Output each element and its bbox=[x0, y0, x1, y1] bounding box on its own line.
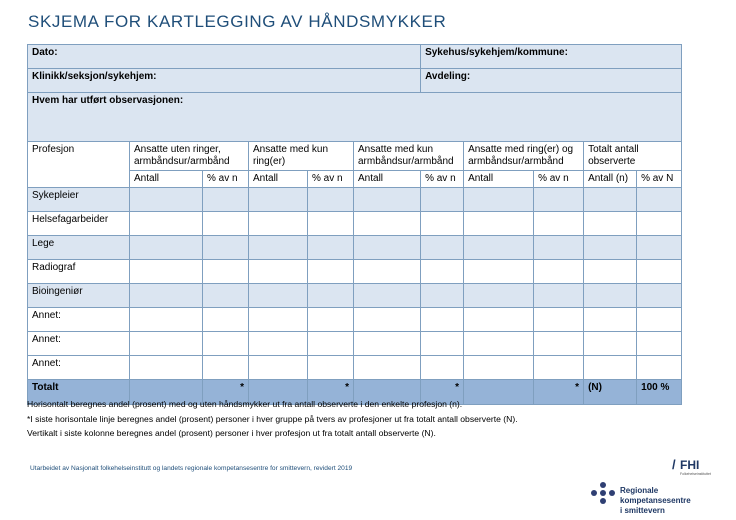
hospital-label: Sykehus/sykehjem/kommune: bbox=[425, 47, 568, 58]
data-cell[interactable] bbox=[421, 308, 464, 332]
date-field[interactable] bbox=[28, 45, 421, 69]
data-cell[interactable] bbox=[637, 236, 682, 260]
group-header-watch: Ansatte med kun armbåndsur/armbånd bbox=[354, 142, 464, 171]
data-cell[interactable] bbox=[203, 260, 249, 284]
data-cell[interactable] bbox=[354, 356, 421, 380]
data-cell[interactable] bbox=[584, 332, 637, 356]
data-cell[interactable] bbox=[534, 356, 584, 380]
data-cell[interactable] bbox=[421, 284, 464, 308]
subheader-pct: % av n bbox=[308, 171, 354, 188]
data-cell[interactable] bbox=[203, 236, 249, 260]
subheader-pct: % av n bbox=[534, 171, 584, 188]
data-cell[interactable] bbox=[203, 284, 249, 308]
rks-logo bbox=[590, 482, 730, 515]
data-cell[interactable] bbox=[308, 284, 354, 308]
row-label: Annet: bbox=[28, 332, 130, 356]
data-cell[interactable] bbox=[464, 260, 534, 284]
data-cell[interactable] bbox=[464, 308, 534, 332]
data-cell[interactable] bbox=[130, 188, 203, 212]
observer-label: Hvem har utført observasjonen: bbox=[32, 95, 184, 106]
data-cell[interactable] bbox=[584, 260, 637, 284]
note-total-row: *I siste horisontale linje beregnes andel (prosent) personer i hver gruppe på tvers av profesjoner ut fra totalt antall observerte (N). bbox=[27, 413, 518, 424]
data-cell[interactable] bbox=[637, 356, 682, 380]
row-label: Annet: bbox=[28, 308, 130, 332]
department-field[interactable] bbox=[421, 69, 682, 93]
subheader-pct: % av n bbox=[203, 171, 249, 188]
row-label: Bioingeniør bbox=[28, 284, 130, 308]
data-cell[interactable] bbox=[249, 332, 308, 356]
data-cell[interactable] bbox=[584, 236, 637, 260]
data-cell[interactable] bbox=[421, 188, 464, 212]
data-cell[interactable] bbox=[584, 188, 637, 212]
hospital-field[interactable] bbox=[421, 45, 682, 69]
page-title: SKJEMA FOR KARTLEGGING AV HÅNDSMYKKER bbox=[28, 12, 447, 31]
fhi-logo-subtext: Folkehelseinstituttet bbox=[680, 472, 711, 476]
data-cell[interactable] bbox=[534, 212, 584, 236]
total-star: * bbox=[203, 380, 249, 405]
data-cell[interactable] bbox=[354, 332, 421, 356]
row-label: Annet: bbox=[28, 356, 130, 380]
footer-credit: Utarbeidet av Nasjonalt folkehelseinstitutt og landets regionale kompetansesentre for smittevern, revidert 2019 bbox=[30, 465, 353, 472]
group-header-both: Ansatte med ring(er) og armbåndsur/armbånd bbox=[464, 142, 584, 171]
rks-line-2: i smittevern bbox=[620, 506, 665, 515]
dots-logo-icon bbox=[590, 482, 618, 510]
table-row bbox=[28, 284, 682, 308]
data-cell[interactable] bbox=[584, 356, 637, 380]
group-header-none: Ansatte uten ringer, armbåndsur/armbånd bbox=[130, 142, 249, 171]
data-cell[interactable] bbox=[249, 212, 308, 236]
table-row bbox=[28, 356, 682, 380]
data-cell[interactable] bbox=[421, 332, 464, 356]
data-cell[interactable] bbox=[421, 212, 464, 236]
data-cell[interactable] bbox=[637, 212, 682, 236]
data-cell[interactable] bbox=[464, 236, 534, 260]
clinic-field[interactable] bbox=[28, 69, 421, 93]
data-cell[interactable] bbox=[130, 332, 203, 356]
group-header-rings: Ansatte med kun ring(er) bbox=[249, 142, 354, 171]
data-cell[interactable] bbox=[308, 212, 354, 236]
data-cell[interactable] bbox=[130, 236, 203, 260]
data-cell[interactable] bbox=[249, 188, 308, 212]
subheader-count-n: Antall (n) bbox=[584, 171, 637, 188]
data-cell[interactable] bbox=[464, 188, 534, 212]
row-label: Helsefagarbeider bbox=[28, 212, 130, 236]
data-cell[interactable] bbox=[637, 188, 682, 212]
data-cell[interactable] bbox=[249, 260, 308, 284]
data-cell[interactable] bbox=[354, 284, 421, 308]
data-cell[interactable] bbox=[308, 332, 354, 356]
subheader-count: Antall bbox=[130, 171, 203, 188]
data-cell[interactable] bbox=[354, 260, 421, 284]
data-cell[interactable] bbox=[464, 212, 534, 236]
group-header-total: Totalt antall observerte bbox=[584, 142, 682, 171]
fhi-slash-icon: / bbox=[672, 457, 676, 472]
table-row bbox=[28, 308, 682, 332]
table-row bbox=[28, 188, 682, 212]
data-cell[interactable] bbox=[203, 356, 249, 380]
data-cell[interactable] bbox=[354, 308, 421, 332]
data-cell[interactable] bbox=[203, 332, 249, 356]
data-cell[interactable] bbox=[534, 308, 584, 332]
data-cell[interactable] bbox=[354, 212, 421, 236]
total-star: * bbox=[534, 380, 584, 405]
subheader-pct-N: % av N bbox=[637, 171, 682, 188]
data-cell[interactable] bbox=[534, 188, 584, 212]
data-cell[interactable] bbox=[637, 260, 682, 284]
data-cell[interactable] bbox=[637, 332, 682, 356]
data-cell[interactable] bbox=[308, 260, 354, 284]
table-row bbox=[28, 236, 682, 260]
fhi-logo-text: FHI bbox=[680, 458, 700, 472]
data-cell[interactable] bbox=[637, 308, 682, 332]
note-vertical: Vertikalt i siste kolonne beregnes andel (prosent) personer i hver profesjon ut fra totalt antall observerte (N). bbox=[27, 428, 436, 438]
data-cell[interactable] bbox=[249, 356, 308, 380]
rks-line-1: Regionale kompetansesentre bbox=[620, 486, 691, 505]
data-cell[interactable] bbox=[354, 188, 421, 212]
data-cell[interactable] bbox=[464, 284, 534, 308]
total-label: Totalt bbox=[28, 380, 130, 405]
total-star: * bbox=[308, 380, 354, 405]
table-row bbox=[28, 260, 682, 284]
subheader-count: Antall bbox=[354, 171, 421, 188]
data-cell[interactable] bbox=[464, 356, 534, 380]
data-cell[interactable] bbox=[130, 356, 203, 380]
data-cell[interactable] bbox=[584, 212, 637, 236]
row-label: Lege bbox=[28, 236, 130, 260]
department-label: Avdeling: bbox=[425, 71, 471, 82]
subheader-count: Antall bbox=[464, 171, 534, 188]
row-label: Sykepleier bbox=[28, 188, 130, 212]
observer-field[interactable] bbox=[28, 93, 682, 142]
data-cell[interactable] bbox=[637, 284, 682, 308]
data-cell[interactable] bbox=[584, 308, 637, 332]
rks-logo-text bbox=[620, 486, 730, 516]
data-cell[interactable] bbox=[249, 236, 308, 260]
total-pct: 100 % bbox=[637, 380, 682, 405]
data-cell[interactable] bbox=[308, 356, 354, 380]
table-row bbox=[28, 212, 682, 236]
data-cell[interactable] bbox=[130, 284, 203, 308]
data-cell[interactable] bbox=[534, 260, 584, 284]
data-cell[interactable] bbox=[203, 188, 249, 212]
data-cell[interactable] bbox=[308, 308, 354, 332]
row-label: Radiograf bbox=[28, 260, 130, 284]
clinic-label: Klinikk/seksjon/sykehjem: bbox=[32, 71, 157, 82]
total-star: * bbox=[421, 380, 464, 405]
data-cell[interactable] bbox=[421, 356, 464, 380]
survey-form-table bbox=[27, 44, 682, 405]
fhi-logo bbox=[672, 458, 722, 480]
subheader-pct: % av n bbox=[421, 171, 464, 188]
table-row bbox=[28, 332, 682, 356]
data-cell[interactable] bbox=[249, 308, 308, 332]
data-cell[interactable] bbox=[203, 308, 249, 332]
instructions bbox=[27, 397, 518, 441]
data-cell[interactable] bbox=[203, 212, 249, 236]
data-cell[interactable] bbox=[308, 188, 354, 212]
data-cell[interactable] bbox=[354, 236, 421, 260]
data-cell[interactable] bbox=[130, 260, 203, 284]
data-cell[interactable] bbox=[534, 284, 584, 308]
data-cell[interactable] bbox=[130, 308, 203, 332]
note-horizontal: Horisontalt beregnes andel (prosent) med og uten håndsmykker ut fra antall observerte i den enkelte profesjon (n). bbox=[27, 399, 463, 409]
data-cell[interactable] bbox=[308, 236, 354, 260]
data-cell[interactable] bbox=[534, 332, 584, 356]
profession-header: Profesjon bbox=[28, 142, 130, 188]
data-cell[interactable] bbox=[534, 236, 584, 260]
data-cell[interactable] bbox=[421, 236, 464, 260]
date-label: Dato: bbox=[32, 47, 58, 58]
data-cell[interactable] bbox=[421, 260, 464, 284]
data-cell[interactable] bbox=[130, 212, 203, 236]
data-cell[interactable] bbox=[464, 332, 534, 356]
data-cell[interactable] bbox=[249, 284, 308, 308]
subheader-count: Antall bbox=[249, 171, 308, 188]
data-cell[interactable] bbox=[584, 284, 637, 308]
total-n: (N) bbox=[584, 380, 637, 405]
